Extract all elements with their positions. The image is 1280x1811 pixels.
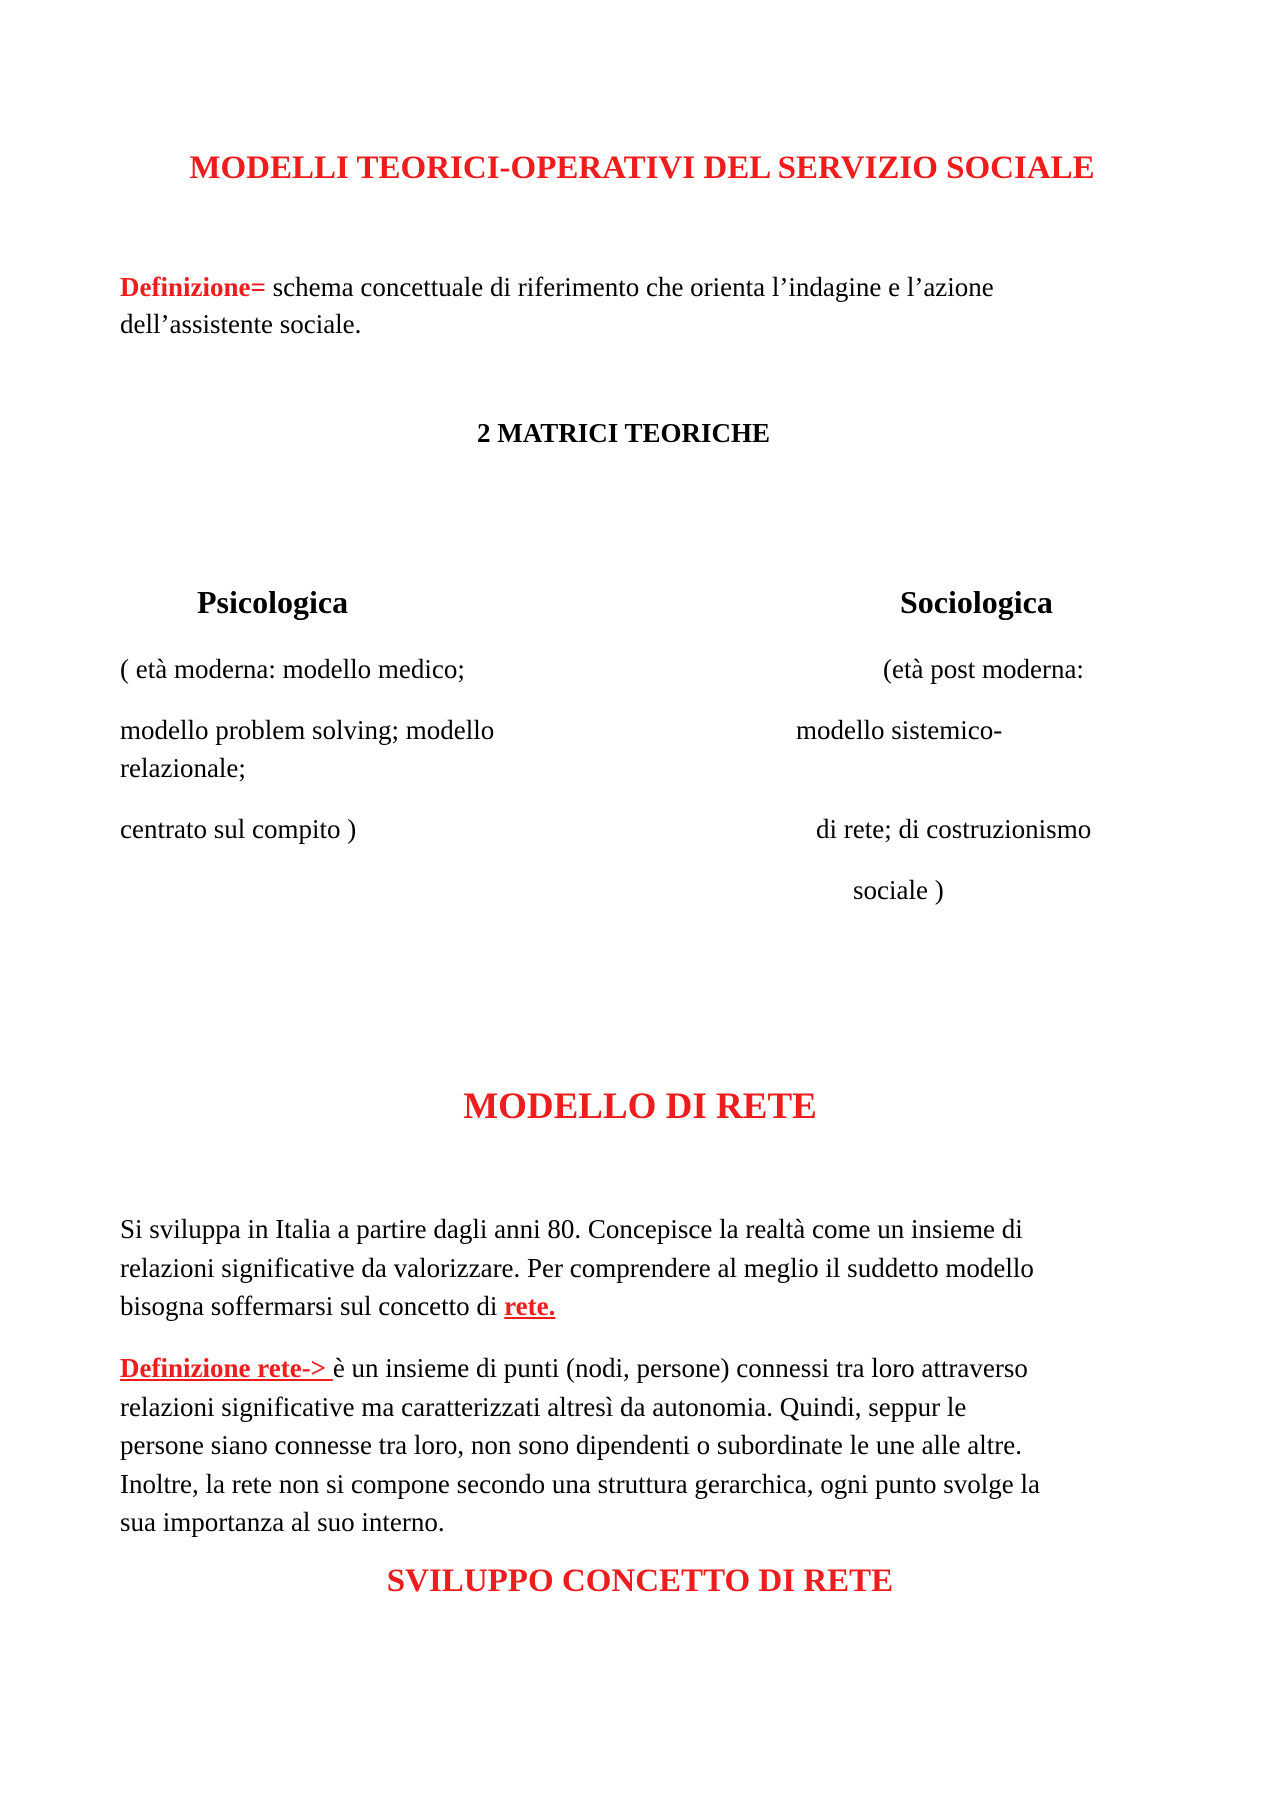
paragraph-intro-line-1: Si sviluppa in Italia a partire dagli anni 80. Concepisce la realtà come un insieme di xyxy=(120,1214,1023,1244)
section-title: MODELLO DI RETE xyxy=(463,1086,817,1127)
left-column-line-3: relazionale; xyxy=(120,753,246,783)
paragraph-definition-text-1: è un insieme di punti (nodi, persone) connessi tra loro attraverso xyxy=(332,1353,1028,1383)
paragraph-intro-line-2: relazioni significative da valorizzare. Per comprendere al meglio il suddetto modello xyxy=(120,1252,1034,1283)
right-column-line-2: modello sistemico- xyxy=(796,715,1003,745)
paragraph-definition-line-5: sua importanza al suo interno. xyxy=(120,1507,445,1537)
left-column-line-4: centrato sul compito ) xyxy=(120,814,357,844)
paragraph-intro-text-3: bisogna soffermarsi sul concetto di xyxy=(120,1291,505,1321)
rete-link[interactable]: rete. xyxy=(504,1291,556,1321)
paragraph-definition-line-1 xyxy=(120,1349,1160,1388)
subsection-title: SVILUPPO CONCETTO DI RETE xyxy=(386,1563,894,1599)
right-column-line-3: di rete; di costruzionismo xyxy=(816,814,1092,844)
paragraph-definition-rete xyxy=(120,1349,1160,1542)
left-column-line-2: modello problem solving; modello xyxy=(120,715,495,745)
definition-line-2: dell’assistente sociale. xyxy=(120,309,362,339)
paragraph-definition-line-3: persone siano connesse tra loro, non sono dipendenti o subordinate le une alle altre. xyxy=(120,1430,1022,1460)
definition-rete-label[interactable]: Definizione rete-> xyxy=(120,1353,333,1383)
paragraph-intro xyxy=(120,1210,1160,1326)
definition-line-1 xyxy=(120,268,994,306)
right-column-line-4: sociale ) xyxy=(853,875,944,905)
definition-label: Definizione= xyxy=(120,272,266,302)
paragraph-intro-line-3 xyxy=(120,1287,1160,1326)
left-column-heading: Psicologica xyxy=(197,584,349,620)
matrices-heading: 2 MATRICI TEORICHE xyxy=(477,418,771,448)
paragraph-definition-line-2: relazioni significative ma caratterizzati altresì da autonomia. Quindi, seppur le xyxy=(120,1391,967,1422)
left-column-line-1: ( età moderna: modello medico; xyxy=(120,654,465,684)
right-column-heading: Sociologica xyxy=(900,584,1053,620)
right-column-line-1: (età post moderna: xyxy=(883,654,1084,684)
page-title: MODELLI TEORICI-OPERATIVI DEL SERVIZIO SOCIALE xyxy=(189,150,1095,186)
paragraph-definition-line-4: Inoltre, la rete non si compone secondo una struttura gerarchica, ogni punto svolge la xyxy=(120,1468,1040,1499)
definition-text-1: schema concettuale di riferimento che orienta l’indagine e l’azione xyxy=(265,272,994,302)
